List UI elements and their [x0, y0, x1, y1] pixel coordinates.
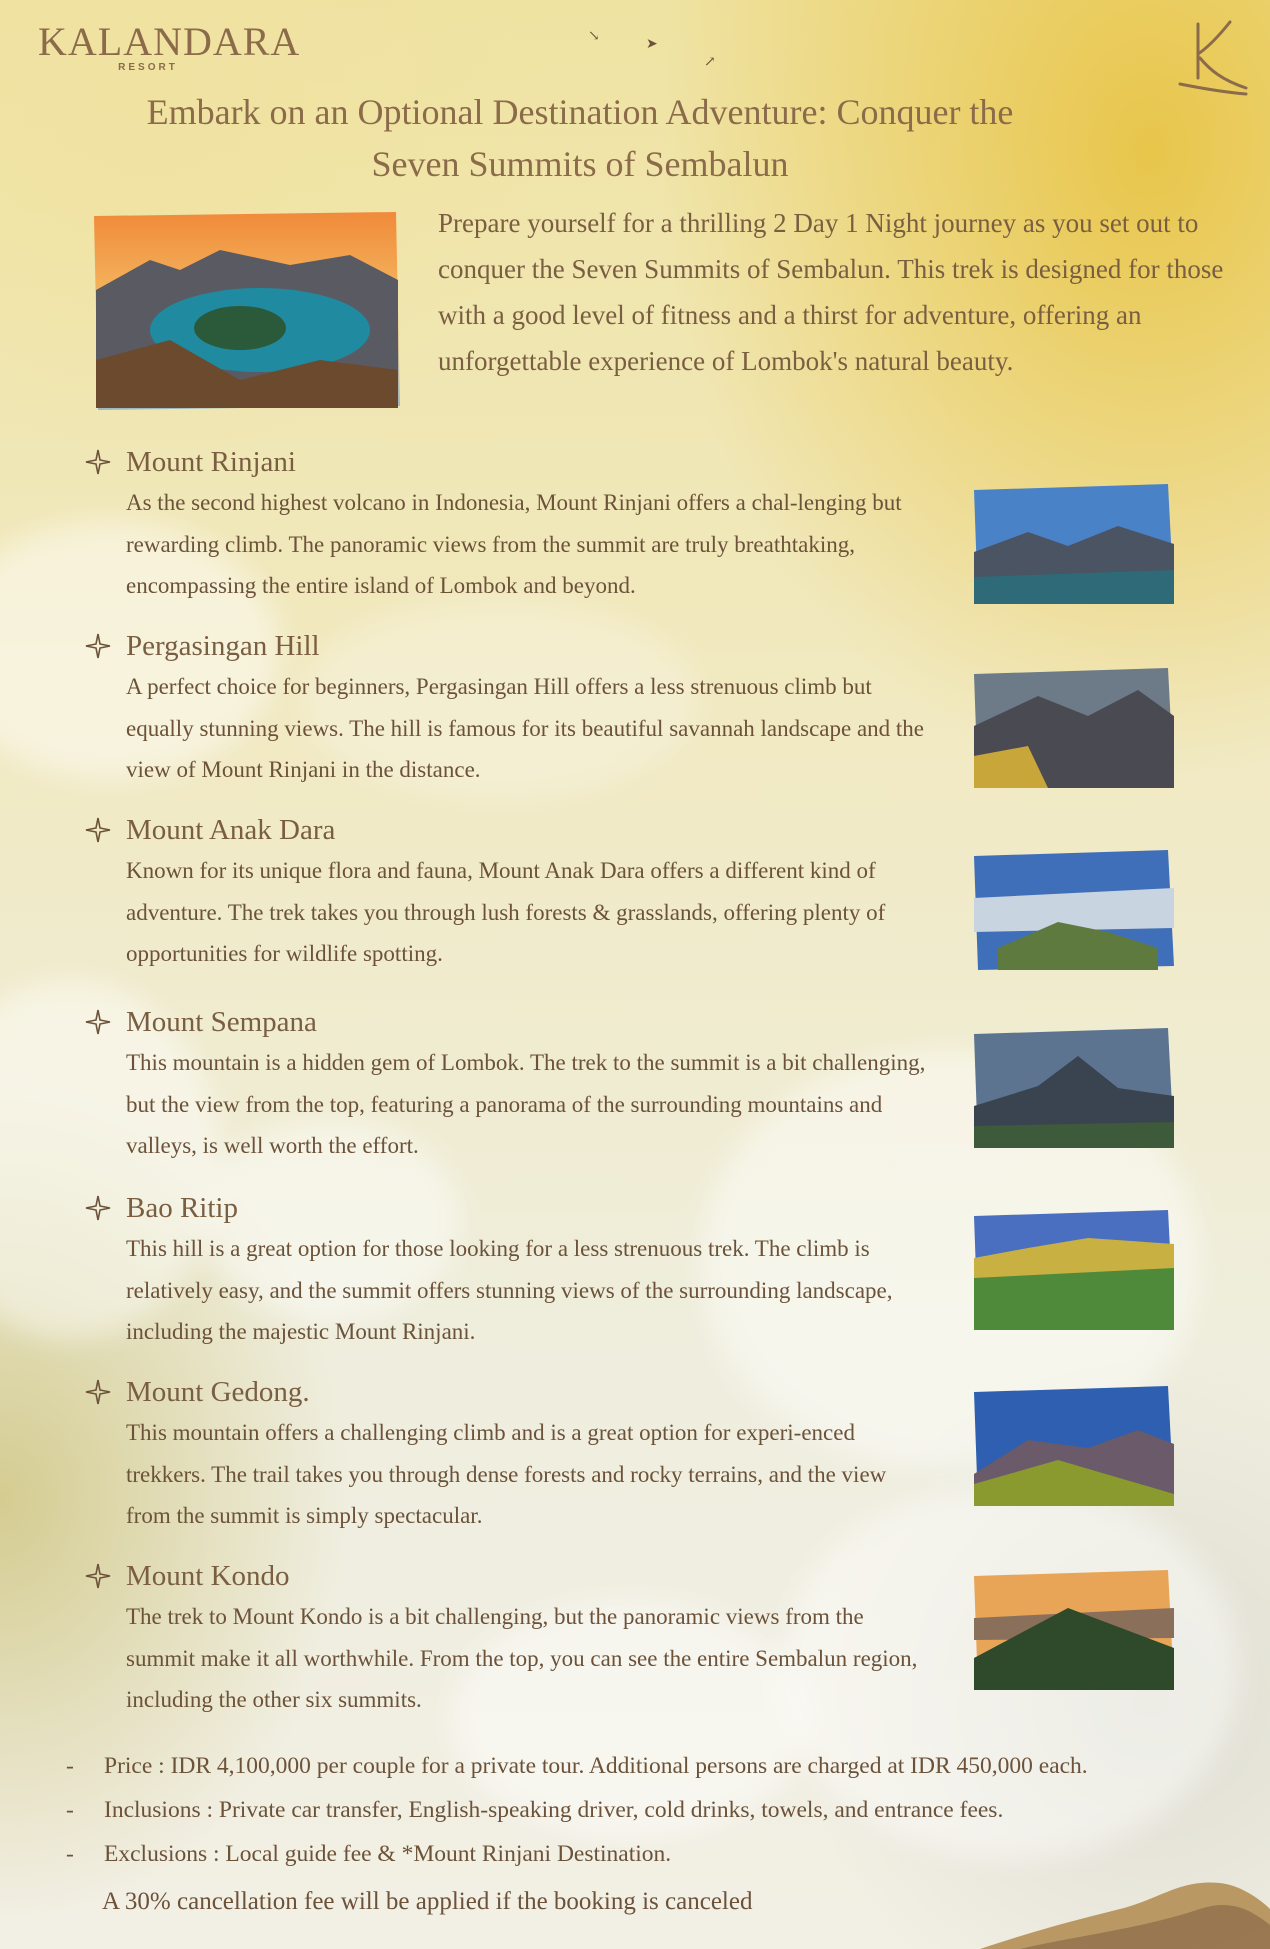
brand-logo-sub: RESORT: [118, 62, 178, 73]
tour-details-list: [66, 1744, 1246, 1876]
peak-section: [84, 810, 934, 975]
peak-section: [84, 1372, 934, 1537]
mount-rinjani-image: [968, 482, 1178, 606]
peak-section: [84, 1188, 934, 1353]
bao-ritip-image: [968, 1208, 1178, 1332]
peak-name: Pergasingan Hill: [126, 629, 320, 662]
peak-section: [84, 442, 934, 607]
page-title: [120, 86, 1040, 190]
brand-logo: [38, 19, 301, 73]
peak-description: Known for its unique flora and fauna, Mount Anak Dara offers a different kind of adventure. The trek takes you through lush forests & grasslands, offering plenty of opportunities for wildlife spotting.: [126, 858, 886, 966]
list-dash: -: [66, 1796, 74, 1823]
exclusions-text: Exclusions : Local guide fee & *Mount Rinjani Destination.: [104, 1840, 672, 1867]
compass-star-icon: [84, 816, 112, 844]
title-line-2: Seven Summits of Sembalun: [371, 144, 789, 184]
inclusions-text: Inclusions : Private car transfer, English-speaking driver, cold drinks, towels, and entrance fees.: [104, 1796, 1004, 1823]
peak-name: Mount Sempana: [126, 1005, 317, 1038]
peak-description: A perfect choice for beginners, Pergasingan Hill offers a less strenuous climb but equally stunning views. The hill is famous for its beautiful savannah landscape and the view of Mount Rinjani in the distance.: [126, 674, 925, 782]
mount-kondo-image: [968, 1568, 1178, 1692]
list-dash: -: [66, 1752, 74, 1779]
cancellation-note: A 30% cancellation fee will be applied if the booking is canceled: [102, 1888, 753, 1915]
peak-description: The trek to Mount Kondo is a bit challenging, but the panoramic views from the summit make it all worthwhile. From the top, you can see the entire Sembalun region, including the other six summits.: [126, 1604, 918, 1712]
compass-star-icon: [84, 1008, 112, 1036]
peak-section: [84, 1002, 934, 1167]
intro-paragraph: Prepare yourself for a thrilling 2 Day 1 Night journey as you set out to conquer the Seven Summits of Sembalun. This trek is designed for those with a good level of fitness and a thirst for adventure, offering an unforgettable experience of Lombok's natural beauty.: [438, 208, 1224, 376]
peak-section: [84, 1556, 934, 1721]
bird-icon: ↗: [704, 54, 716, 70]
mount-anak-dara-image: [968, 848, 1178, 972]
bird-icon: ➤: [646, 36, 658, 52]
compass-star-icon: [84, 1194, 112, 1222]
peak-description: This mountain is a hidden gem of Lombok. The trek to the summit is a bit challenging, but the view from the top, featuring a panorama of the surrounding mountains and valleys, is well worth the effort.: [126, 1050, 926, 1158]
list-item: [66, 1744, 1246, 1788]
list-item: [66, 1788, 1246, 1832]
peak-description: As the second highest volcano in Indonesia, Mount Rinjani offers a chal-lenging but rewarding climb. The panoramic views from the summit are truly breathtaking, encompassing the entire island of Lombok and beyond.: [126, 490, 902, 598]
peak-description: This mountain offers a challenging climb and is a great option for experi-enced trekkers. The trail takes you through dense forests and rocky terrains, and the view from the summit is simply spectacular.: [126, 1420, 887, 1528]
peak-name: Mount Rinjani: [126, 445, 296, 478]
mount-gedong-image: [968, 1384, 1178, 1508]
peak-section: [84, 626, 934, 791]
price-text: Price : IDR 4,100,000 per couple for a private tour. Additional persons are charged at IDR 450,000 each.: [104, 1752, 1088, 1779]
k-monogram-icon: [1170, 18, 1250, 98]
brand-logo-text: KALANDARA: [38, 19, 301, 64]
compass-star-icon: [84, 632, 112, 660]
peak-description: This hill is a great option for those looking for a less strenuous trek. The climb is relatively easy, and the summit offers stunning views of the surrounding landscape, including the majestic Mount Rinjani.: [126, 1236, 893, 1344]
crater-lake-image: [90, 210, 402, 412]
pergasingan-hill-image: [968, 666, 1178, 790]
list-dash: -: [66, 1840, 74, 1867]
peak-name: Mount Anak Dara: [126, 813, 336, 846]
peak-name: Mount Gedong.: [126, 1375, 310, 1408]
compass-star-icon: [84, 1562, 112, 1590]
compass-star-icon: [84, 1378, 112, 1406]
mount-sempana-image: [968, 1026, 1178, 1150]
peak-name: Bao Ritip: [126, 1191, 238, 1224]
title-line-1: Embark on an Optional Destination Adventure: Conquer the: [146, 92, 1014, 132]
decorative-mountain-illustration: [980, 1869, 1270, 1949]
compass-star-icon: [84, 448, 112, 476]
peak-name: Mount Kondo: [126, 1559, 290, 1592]
bird-icon: ↘: [588, 28, 600, 44]
